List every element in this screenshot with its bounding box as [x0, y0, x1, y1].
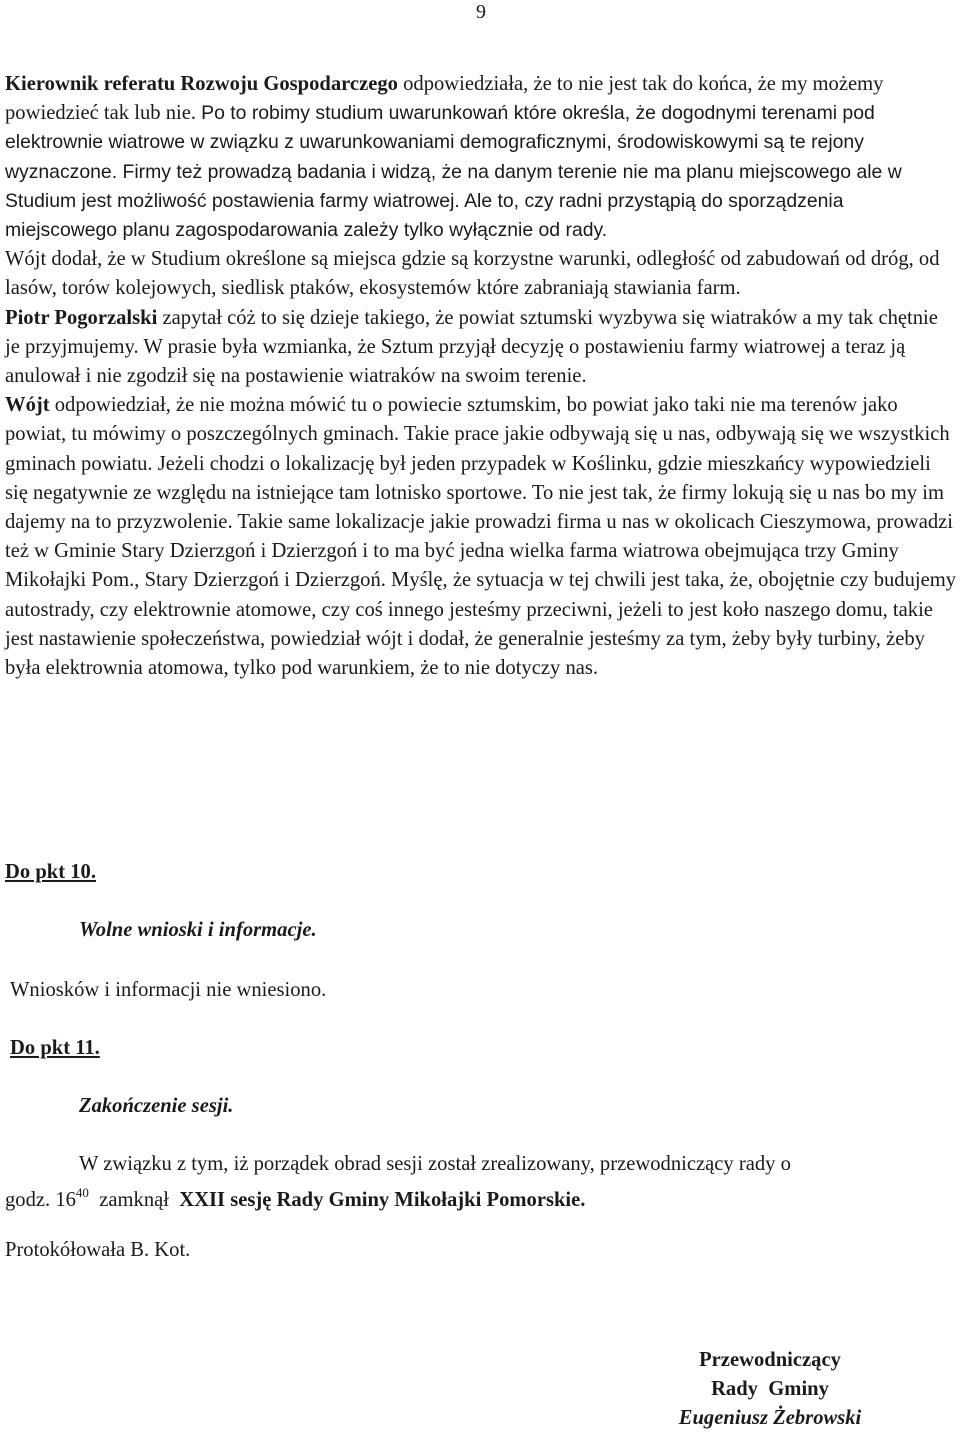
paragraph-text: Po to robimy studium uwarunkowań które określa, że dogodnymi terenami pod elektrownie wiatrowe w związku z uwarunkowaniami demograficznymi, środowiskowymi są te rejony wyznaczone. Firmy też prowadzą badania i widzą, że na danym terenie nie ma planu miejscowego ale w Studium jest możliwość postawienia farmy wiatrowej. Ale to, czy radni przystąpią do sporządzenia miejscowego planu zagospodarowania zależy tylko wyłącznie od rady.: [5, 102, 902, 242]
section-11-title: Zakończenie sesji.: [79, 1095, 234, 1117]
paragraph-text: odpowiedział, że nie można mówić tu o powiecie sztumskim, bo powiat jako taki nie ma terenów jako powiat, tu mówimy o poszczególnych gminach. Takie prace jakie odbywają się u nas, odbywają się we wszystkich gminach powiatu. Jeżeli chodzi o lokalizację był jeden przypadek w Koślinku, gdzie mieszkańcy wypowiedzieli się negatywnie ze względu na istniejące tam lotnisko sportowe. To nie jest tak, że firmy lokują się u nas bo my im dajemy na to przyzwolenie. Takie same lokalizacje jakie prowadzi firma u nas w okolicach Cieszymowa, prowadzi też w Gminie Stary Dzierzgoń i Dzierzgoń i to ma być jedna wielka farma wiatrowa obejmująca trzy Gminy Mikołajki Pom., Stary Dzierzgoń i Dzierzgoń. Myślę, że sytuacja w tej chwili jest taka, że, obojętnie czy budujemy autostrady, czy elektrownie atomowe, czy coś innego jesteśmy przeciwni, jeżeli to jest koło naszego domu, takie jest nastawienie społeczeństwa, powiedział wójt i dodał, że generalnie jesteśmy za tym, żeby były turbiny, żeby była elektrownia atomowa, tylko pod warunkiem, że to nie dotyczy nas.: [5, 394, 957, 680]
closing-time: godz. 16: [5, 1189, 76, 1211]
closing-line-1: W związku z tym, iż porządek obrad sesji został zrealizowany, przewodniczący rady o: [79, 1153, 791, 1175]
page-number: 9: [476, 1, 486, 23]
closing-line-2: [5, 1178, 585, 1215]
section-11-heading: Do pkt 11.: [10, 1037, 100, 1059]
protocol-author: Protokółowała B. Kot.: [5, 1239, 191, 1261]
signature-block: [640, 1346, 900, 1433]
paragraph-planning-officer: [5, 70, 957, 245]
paragraph-pogorzalski: [5, 304, 957, 392]
speaker-name: Wójt: [5, 394, 50, 417]
paragraph-text: odpowiedziała, że to nie jest tak do końca, że my możemy powiedzieć tak lub nie.: [5, 73, 884, 125]
section-10-heading: Do pkt 10.: [5, 861, 96, 883]
closing-verb: zamknął: [88, 1189, 180, 1211]
signature-role: Przewodniczący: [699, 1349, 841, 1371]
paragraph-mayor-added: Wójt dodał, że w Studium określone są miejsca gdzie są korzystne warunki, odległość od zabudowań od dróg, od lasów, torów kolejowych, siedlisk ptaków, ekosystemów które zabraniają stawiania farm.: [5, 248, 940, 300]
signature-name: Eugeniusz Żebrowski: [678, 1407, 862, 1429]
speaker-name: Piotr Pogorzalski: [5, 306, 158, 329]
minutes-body: [5, 70, 957, 683]
paragraph-text: zapytał cóż to się dzieje takiego, że powiat sztumski wyzbywa się wiatraków a my tak chętnie je przyjmujemy. W prasie była wzmianka, że Sztum przyjął decyzję o postawieniu farmy wiatrowej a teraz ją anulował i nie zgodził się na postawienie wiatraków na swoim terenie.: [5, 306, 938, 388]
section-10-title: Wolne wnioski i informacje.: [79, 919, 317, 941]
section-10-body: Wniosków i informacji nie wniesiono.: [10, 979, 327, 1001]
speaker-name: Kierownik referatu Rozwoju Gospodarczego: [5, 73, 398, 95]
signature-body: Rady Gminy: [711, 1378, 829, 1400]
paragraph-mayor-answer: [5, 391, 957, 683]
session-name: XXII sesję Rady Gminy Mikołajki Pomorskie.: [179, 1189, 586, 1211]
closing-time-minutes: 40: [75, 1185, 89, 1200]
